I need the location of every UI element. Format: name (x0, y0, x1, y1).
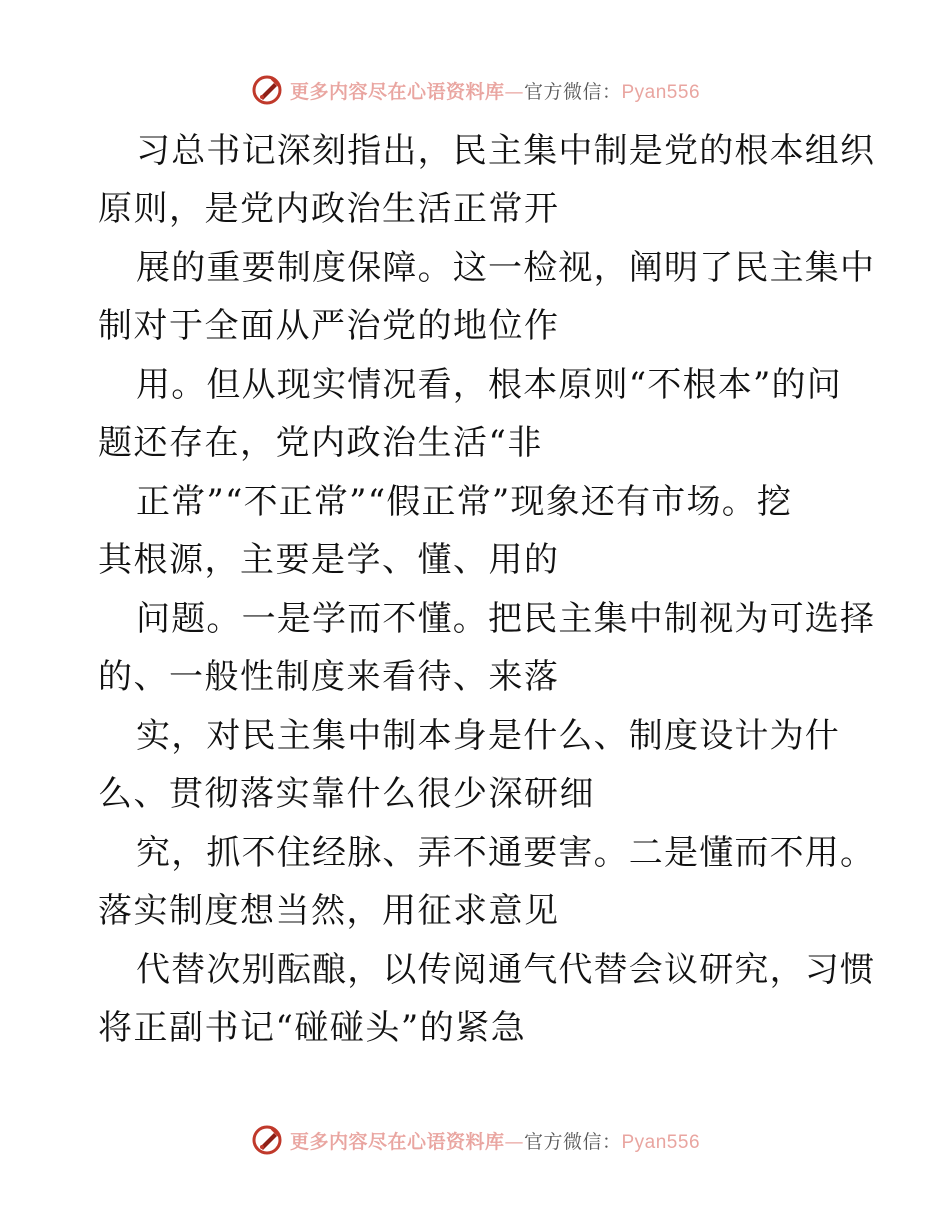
paragraph-line-2: 其根源，主要是学、懂、用的 (98, 540, 560, 580)
quill-logo-icon (250, 1123, 284, 1157)
paragraph-line-2: 么、贯彻落实靠什么很少深研细 (98, 774, 595, 814)
paragraph-line-1: 用。但从现实情况看，根本原则“不根本”的问 (136, 365, 842, 405)
paragraph-line-2: 将正副书记“碰碰头”的紧急 (98, 1008, 527, 1048)
paragraph-line-1: 代替次别酝酿，以传阅通气代替会议研究，习惯 (136, 950, 876, 990)
footer-banner-id: Pyan556 (621, 1131, 701, 1153)
header-watermark-banner (0, 70, 950, 110)
paragraph-line-1: 究，抓不住经脉、弄不通要害。二是懂而不用。 (136, 833, 876, 873)
paragraph-line-1: 展的重要制度保障。这一检视，阐明了民主集中 (136, 248, 876, 288)
paragraph (98, 239, 876, 355)
header-banner-main: 更多内容尽在心语资料库 (289, 80, 505, 103)
paragraph-line-1: 问题。一是学而不懂。把民主集中制视为可选择 (136, 599, 876, 639)
footer-banner-official: 官方微信： (523, 1130, 622, 1153)
footer-banner-dash: — (504, 1130, 524, 1153)
quill-logo-icon (250, 73, 284, 107)
header-banner-dash: — (504, 80, 524, 103)
footer-banner-text (290, 1127, 700, 1154)
paragraph-line-1: 习总书记深刻指出，民主集中制是党的根本组织 (136, 131, 876, 171)
paragraph-line-1: 正常”“不正常”“假正常”现象还有市场。挖 (136, 482, 793, 522)
paragraph (98, 473, 858, 589)
paragraph-line-2: 制对于全面从严治党的地位作 (98, 306, 560, 346)
paragraph (98, 590, 876, 706)
paragraph-line-2: 原则，是党内政治生活正常开 (98, 189, 560, 229)
footer-watermark-banner (0, 1120, 950, 1160)
header-banner-text (290, 77, 700, 104)
footer-banner-main: 更多内容尽在心语资料库 (289, 1130, 505, 1153)
paragraph-line-1: 实，对民主集中制本身是什么、制度设计为什 (136, 716, 840, 756)
header-banner-id: Pyan556 (621, 81, 701, 103)
paragraph (98, 707, 858, 823)
paragraph-line-2: 的、一般性制度来看待、来落 (98, 657, 560, 697)
header-banner-official: 官方微信： (523, 80, 622, 103)
paragraph (98, 356, 858, 472)
paragraph-line-2: 题还存在，党内政治生活“非 (98, 423, 543, 463)
paragraph-line-2: 落实制度想当然，用征求意见 (98, 891, 560, 931)
paragraph (98, 824, 876, 940)
paragraph (98, 941, 876, 1057)
paragraph (98, 122, 876, 238)
document-body (98, 122, 876, 1058)
